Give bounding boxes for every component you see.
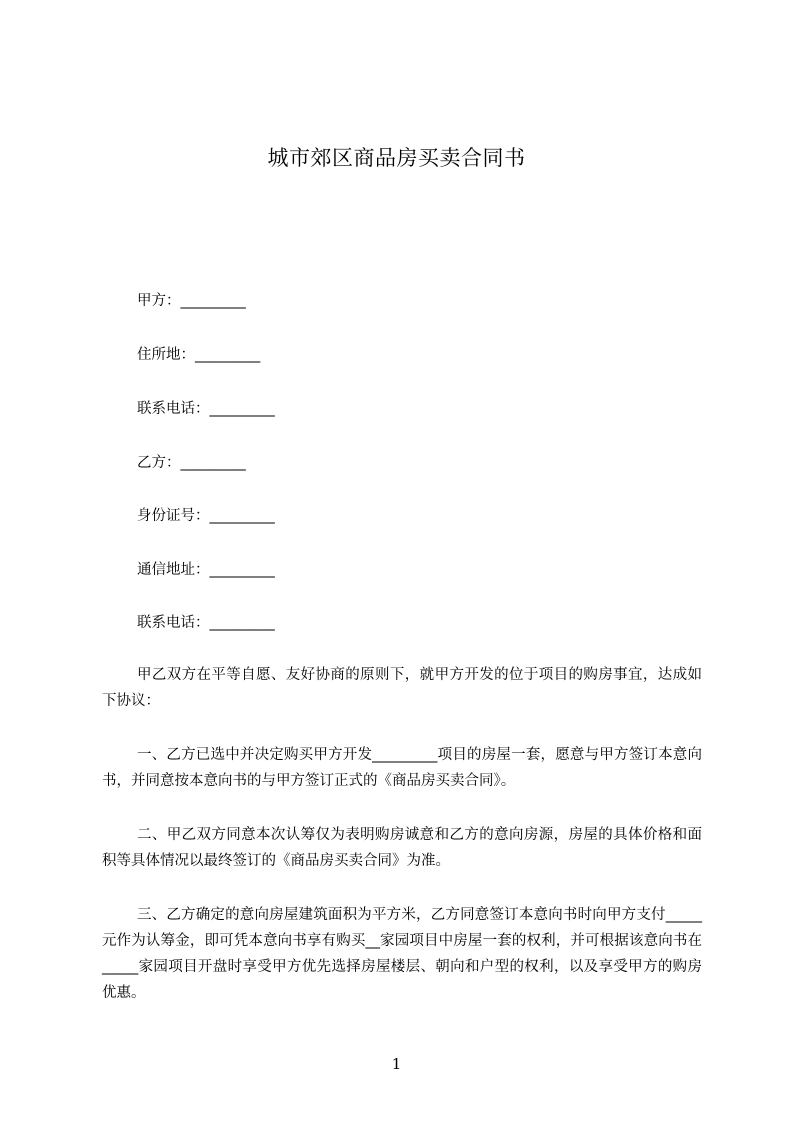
- party-b-phone-field: 联系电话：_________: [137, 615, 275, 631]
- party-a-field: 甲方：_________: [137, 293, 246, 309]
- clause-2-paragraph: 二、甲乙双方同意本次认筹仅为表明购房诚意和乙方的意向房源，房屋的具体价格和面积等具体情况以最终签订的《商品房买卖合同》为准。: [102, 827, 702, 869]
- clause-1-paragraph: 一、乙方已选中并决定购买甲方开发_________项目的房屋一套，愿意与甲方签订本意向书，并同意按本意向书的与甲方签订正式的《商品房买卖合同》。: [102, 747, 702, 789]
- intro-paragraph: 甲乙双方在平等自愿、友好协商的原则下，就甲方开发的位于项目的购房事宜，达成如下协议：: [102, 667, 702, 709]
- clause-3-paragraph: 三、乙方确定的意向房屋建筑面积为平方米，乙方同意签订本意向书时向甲方支付_____元作为认筹金，即可凭本意向书享有购买__家园项目中房屋一套的权利，并可根据该意向书在_____家园项目开盘时享受甲方优先选择房屋楼层、朝向和户型的权利，以及享受甲方的购房优惠。: [102, 907, 702, 1001]
- document-title: 城市郊区商品房买卖合同书: [267, 146, 526, 170]
- party-b-id-number-field: 身份证号：_________: [137, 508, 275, 524]
- party-b-field: 乙方：_________: [137, 455, 246, 471]
- party-a-phone-field: 联系电话：_________: [137, 401, 275, 417]
- page-number: 1: [391, 1055, 402, 1073]
- party-b-mailing-address-field: 通信地址：_________: [137, 562, 275, 578]
- party-a-address-field: 住所地：_________: [137, 347, 261, 363]
